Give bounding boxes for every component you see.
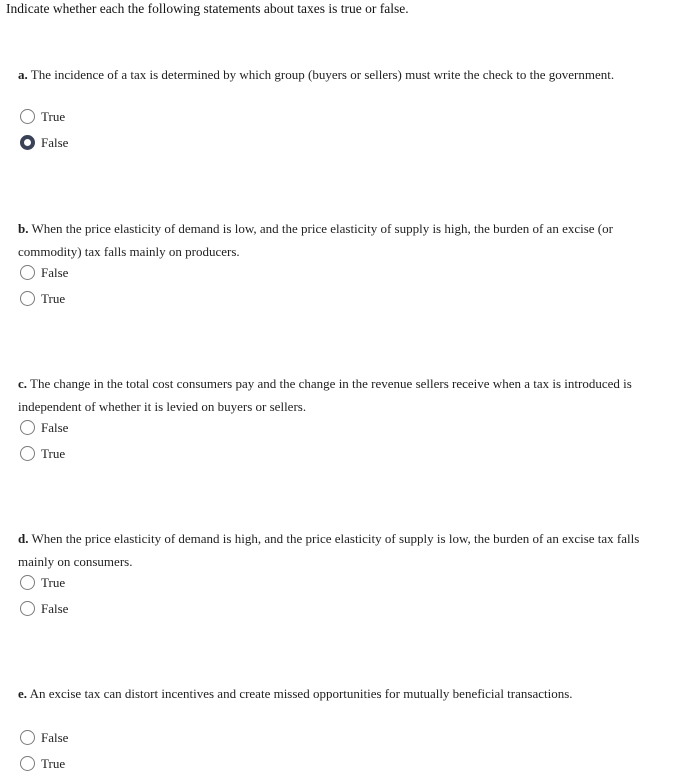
question-c [18, 373, 668, 461]
radio-button[interactable] [20, 601, 35, 616]
question-e [18, 683, 668, 771]
option-label[interactable]: False [41, 420, 69, 435]
option-label[interactable]: False [41, 265, 69, 280]
question-b [18, 218, 668, 306]
radio-button[interactable] [20, 135, 35, 150]
option-false[interactable] [18, 419, 138, 437]
option-label[interactable]: False [41, 601, 69, 616]
option-label[interactable]: True [41, 291, 66, 306]
question-text: The incidence of a tax is determined by which group (buyers or sellers) must write the check to the government. [30, 67, 615, 82]
question-text: When the price elasticity of demand is high, and the price elasticity of supply is low, the burden of an excise tax falls mainly on consumers. [18, 531, 640, 569]
question-letter: b. [18, 221, 29, 236]
option-false[interactable] [18, 729, 138, 747]
option-false[interactable] [18, 600, 138, 618]
question-text: An excise tax can distort incentives and create missed opportunities for mutually beneficial transactions. [29, 686, 573, 701]
question-letter: e. [18, 686, 28, 701]
question-letter: a. [18, 67, 28, 82]
question-letter: c. [18, 376, 28, 391]
radio-button[interactable] [20, 730, 35, 745]
option-false[interactable] [18, 264, 138, 282]
question-text: When the price elasticity of demand is low, and the price elasticity of supply is high, the burden of an excise (or commodity) tax falls mainly on producers. [18, 221, 613, 259]
option-true[interactable] [18, 755, 138, 773]
radio-button[interactable] [20, 446, 35, 461]
option-label[interactable]: True [41, 575, 66, 590]
question-stem [18, 218, 668, 263]
option-label[interactable]: False [41, 730, 69, 745]
question-stem [18, 64, 668, 87]
option-false-selected[interactable] [18, 134, 138, 152]
radio-button[interactable] [20, 575, 35, 590]
option-label[interactable]: False [41, 135, 69, 150]
option-label[interactable]: True [41, 756, 66, 771]
question-stem [18, 683, 668, 706]
radio-button[interactable] [20, 420, 35, 435]
option-label[interactable]: True [41, 446, 66, 461]
option-true[interactable] [18, 290, 138, 308]
question-stem [18, 373, 668, 418]
option-true[interactable] [18, 108, 138, 126]
option-true[interactable] [18, 445, 138, 463]
option-true[interactable] [18, 574, 138, 592]
radio-button[interactable] [20, 109, 35, 124]
radio-button[interactable] [20, 291, 35, 306]
instructions-text: Indicate whether each the following statements about taxes is true or false. [6, 1, 409, 16]
question-d [18, 528, 668, 616]
question-stem [18, 528, 668, 573]
radio-button[interactable] [20, 756, 35, 771]
question-letter: d. [18, 531, 29, 546]
radio-button[interactable] [20, 265, 35, 280]
question-text: The change in the total cost consumers pay and the change in the revenue sellers receive when a tax is introduced is independent of whether it is levied on buyers or sellers. [18, 376, 632, 414]
option-label[interactable]: True [41, 109, 66, 124]
question-a [18, 64, 668, 150]
